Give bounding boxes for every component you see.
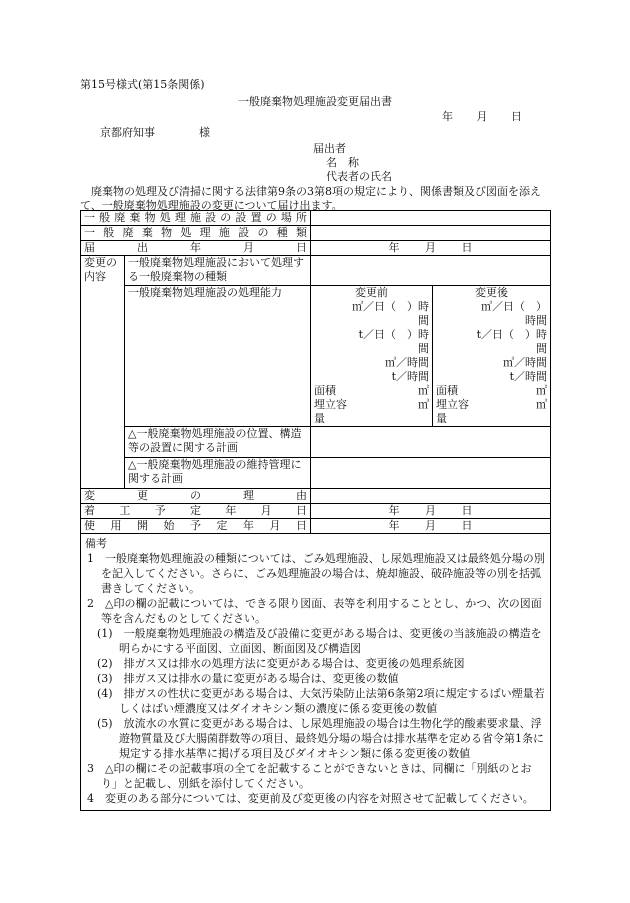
applicant-rep-label: 代表者の氏名 [326,170,392,183]
label-start-work: 着工予定年月日 [81,504,311,519]
capacity-before-values [314,300,429,426]
value-start-use[interactable]: 年 月 日 [311,519,551,534]
cap-line: ㎥／時間 [385,356,429,369]
value-location[interactable] [311,211,551,226]
cap-line: ㎥／日（ ）時間 [481,300,547,327]
form-number: 第15号様式(第15条関係) [80,78,205,91]
addressee: 京都府知事 様 [100,126,210,139]
label-kind: 一般廃棄物処理施設の種類 [81,226,311,241]
note-3: 3 △印の欄にその記載事項の全てを記載することができないときは、同欄に「別紙のとおり」と記載し、別紙を添付してください。 [87,762,532,790]
label-capacity: 一般廃棄物処理施設の処理能力 [125,286,311,427]
label-waste-type: 一般廃棄物処理施設において処理する一般廃棄物の種類 [125,256,311,286]
value-waste-type[interactable] [311,256,551,286]
row-reason [81,489,551,504]
note-2-4: (4) 排ガスの性状に変更がある場合は、大気汚染防止法第6条第2項に規定するばい煙量若しくはばい煙濃度又はダイオキシン類の濃度に係る変更後の数値 [97,687,545,715]
value-kind[interactable] [311,226,551,241]
header-date: 年 月 日 [442,110,522,123]
value-filing-date[interactable]: 年 月 日 [311,241,551,256]
capacity-before[interactable] [311,286,433,427]
row-notes [81,534,551,811]
value-maintenance-plan[interactable] [311,458,551,489]
label-filing-date: 届出年月日 [81,241,311,256]
landfill-label: 埋立容量 [436,398,469,425]
area-label: 面積 [436,384,458,397]
landfill-unit: ㎥ [418,398,429,411]
cap-line: ㎥／時間 [503,356,547,369]
applicant-label: 届出者 [313,142,346,155]
capacity-before-header: 変更前 [355,286,388,299]
note-2: 2 △印の欄の記載については、できる限り図面、表等を利用することとし、かつ、次の図面等を含んだものとしてください。 [87,597,542,625]
cap-line: t／日（ ）時間 [358,328,429,355]
row-kind [81,226,551,241]
label-location: 一般廃棄物処理施設の設置の場所 [81,211,311,226]
area-unit: ㎡ [536,384,547,397]
note-4: 4 変更のある部分については、変更前及び変更後の内容を対照させて記載してください。 [87,792,534,805]
row-maintenance-plan [81,458,551,489]
area-label: 面積 [314,384,336,397]
note-2-1: (1) 一般廃棄物処理施設の構造及び設備に変更がある場合は、変更後の当該施設の構造を明らかにする平面図、立面図、断面図及び構造図 [97,627,542,655]
cap-line: t／時間 [391,370,429,383]
cap-line: t／日（ ）時間 [476,328,547,355]
value-reason[interactable] [311,489,551,504]
document-title: 一般廃棄物処理施設変更届出書 [238,95,392,108]
row-start-work [81,504,551,519]
change-form-table [80,210,551,811]
row-filing-date [81,241,551,256]
notes-heading: 備考 [85,537,107,550]
declaration-text: 廃棄物の処理及び清掃に関する法律第9条の3第8項の規定により、関係書類及び図面を添えて、一般廃棄物処理施設の変更について届け出ます。 [80,185,541,212]
capacity-after[interactable] [433,286,551,427]
row-waste-type [81,256,551,286]
label-reason: 変更の理由 [81,489,311,504]
cap-line: ㎥／日（ ）時間 [352,300,429,327]
label-location-plan: △一般廃棄物処理施設の位置、構造等の設置に関する計画 [125,427,311,458]
area-unit: ㎡ [418,384,429,397]
capacity-after-header: 変更後 [475,286,508,299]
landfill-unit: ㎥ [536,398,547,411]
label-change-content: 変更の内容 [81,256,125,489]
applicant-name-label: 名 称 [326,156,359,169]
note-2-3: (3) 排ガス又は排水の量に変更がある場合は、変更後の数値 [97,672,399,685]
label-maintenance-plan: △一般廃棄物処理施設の維持管理に関する計画 [125,458,311,489]
landfill-label: 埋立容量 [314,398,347,425]
row-start-use [81,519,551,534]
note-2-2: (2) 排ガス又は排水の処理方法に変更がある場合は、変更後の処理系統図 [97,657,465,670]
row-location-plan [81,427,551,458]
label-start-use: 使用開始予定年月日 [81,519,311,534]
note-2-5: (5) 放流水の水質に変更がある場合は、し尿処理施設の場合は生物化学的酸素要求量、浮遊物質量及び大腸菌群数等の項目、最終処分場の場合は排水基準を定める省令第1条に規定する排水基準に掲げる項目及びダイオキシン類に係る変更後の数値 [97,717,544,760]
row-capacity [81,286,551,427]
cap-line: t／時間 [509,370,547,383]
row-location [81,211,551,226]
capacity-after-values [436,300,547,426]
value-start-work[interactable]: 年 月 日 [311,504,551,519]
value-location-plan[interactable] [311,427,551,458]
note-1: 1 一般廃棄物処理施設の種類については、ごみ処理施設、し尿処理施設又は最終処分場の別を記入してください。さらに、ごみ処理施設の場合は、焼却施設、破砕施設等の別を括弧書きしてください。 [87,552,545,595]
